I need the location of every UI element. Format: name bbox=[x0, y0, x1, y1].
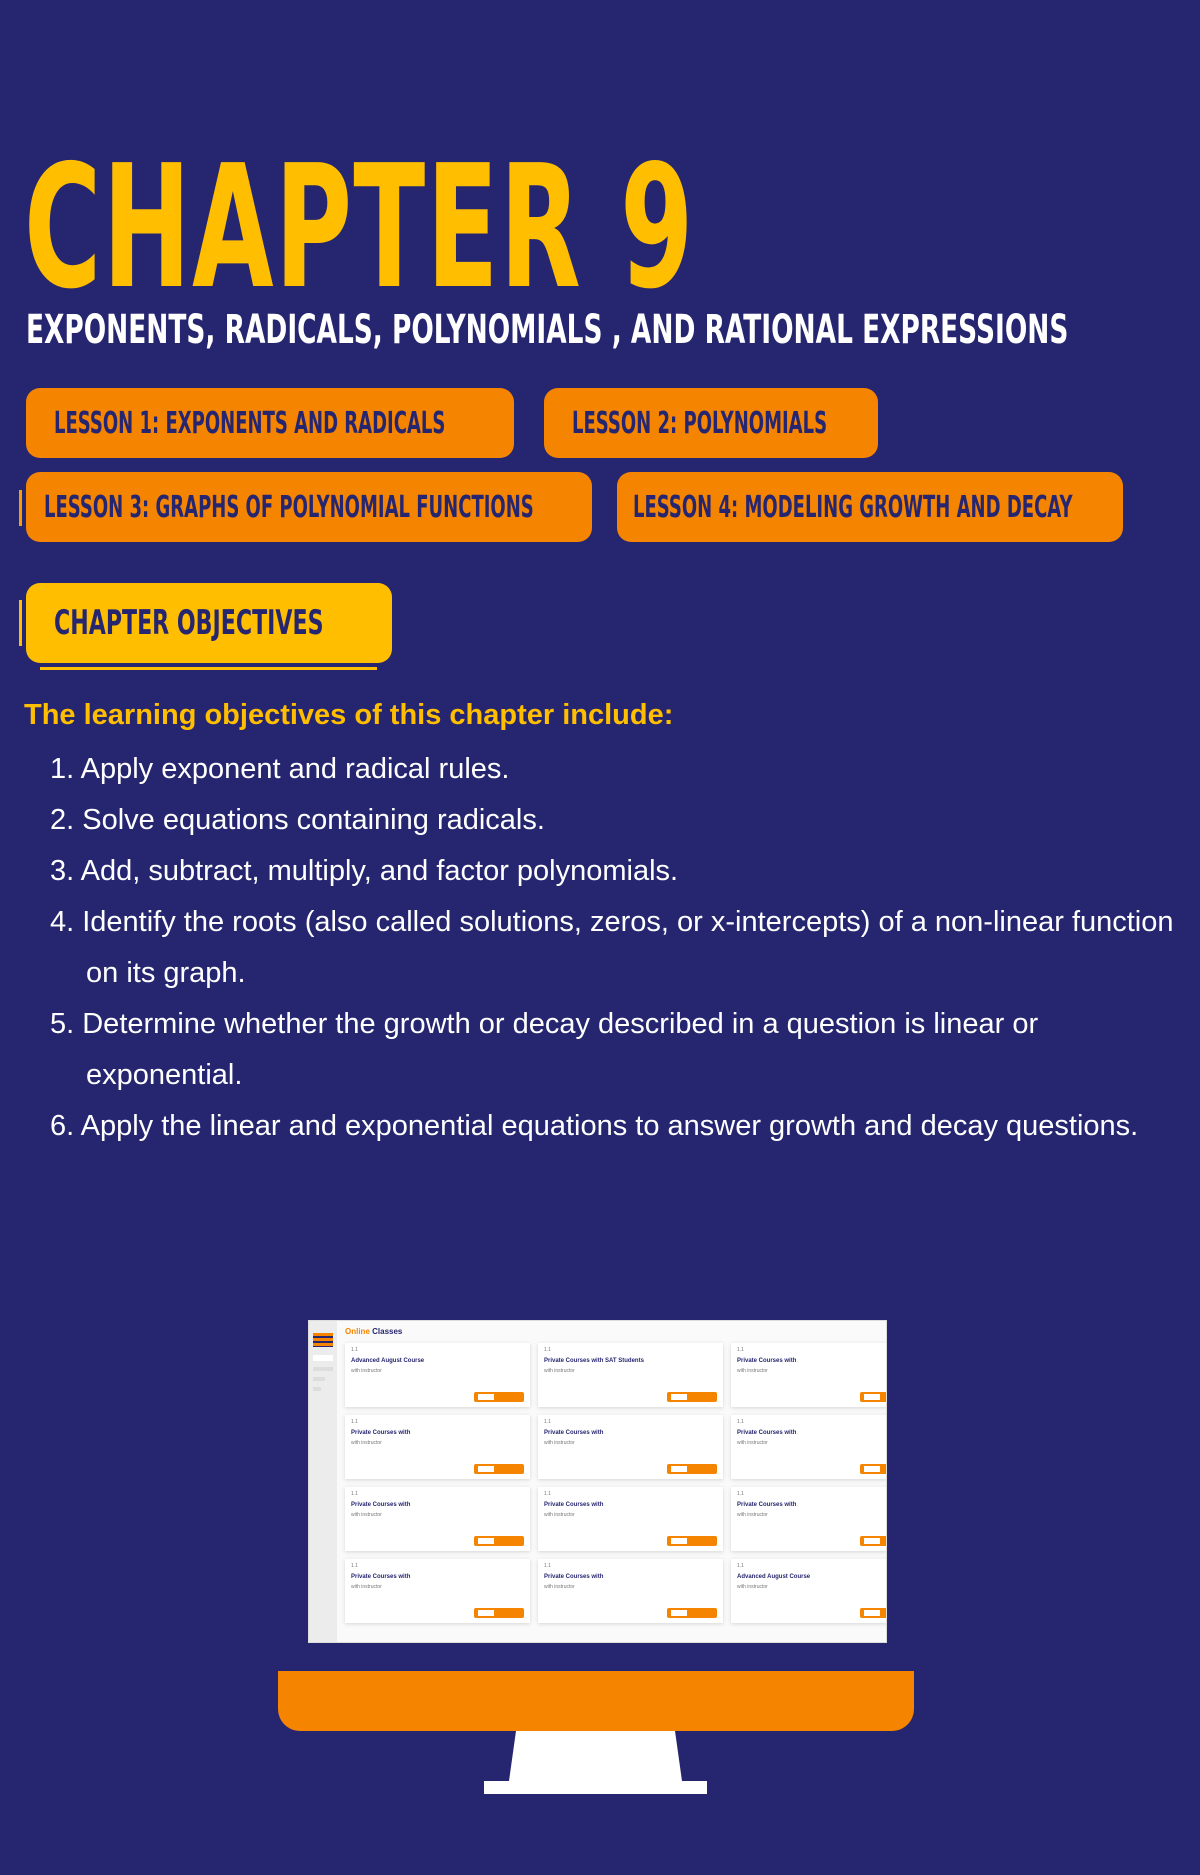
sidebar-item[interactable] bbox=[313, 1387, 321, 1391]
card-title: Private Courses with bbox=[544, 1430, 604, 1436]
card-number: 1.1 bbox=[737, 1347, 744, 1353]
class-card[interactable] bbox=[538, 1559, 723, 1623]
lesson-3-pill[interactable] bbox=[26, 472, 592, 542]
sidebar-item[interactable] bbox=[313, 1355, 333, 1361]
objectives-heading: CHAPTER OBJECTIVES bbox=[54, 603, 324, 643]
screen-main bbox=[337, 1321, 887, 1642]
card-button[interactable] bbox=[474, 1464, 524, 1474]
objective-item: 4. Identify the roots (also called solutions, zeros, or x-intercepts) of a non-linear function on its graph. bbox=[50, 906, 1174, 989]
lesson-1-pill[interactable] bbox=[26, 388, 514, 458]
chapter-subtitle: EXPONENTS, RADICALS, POLYNOMIALS , AND RATIONAL EXPRESSIONS bbox=[26, 307, 1069, 353]
card-subtitle: with instructor bbox=[737, 1440, 768, 1446]
chapter-objectives-pill bbox=[26, 583, 392, 663]
lesson-label: LESSON 1: EXPONENTS AND RADICALS bbox=[54, 405, 446, 441]
card-number: 1.1 bbox=[351, 1563, 358, 1569]
objective-item: 2. Solve equations containing radicals. bbox=[50, 804, 545, 836]
card-number: 1.1 bbox=[351, 1347, 358, 1353]
screen-heading-accent: Online bbox=[345, 1327, 370, 1336]
card-number: 1.1 bbox=[351, 1491, 358, 1497]
lesson-2-pill[interactable] bbox=[544, 388, 878, 458]
card-button[interactable] bbox=[474, 1392, 524, 1402]
objectives-intro: The learning objectives of this chapter include: bbox=[24, 699, 674, 731]
card-title: Private Courses with bbox=[351, 1574, 411, 1580]
card-subtitle: with instructor bbox=[351, 1368, 382, 1374]
class-card[interactable] bbox=[538, 1343, 723, 1407]
card-subtitle: with instructor bbox=[351, 1512, 382, 1518]
sidebar-item[interactable] bbox=[313, 1367, 333, 1371]
card-number: 1.1 bbox=[351, 1419, 358, 1425]
objective-item: 1. Apply exponent and radical rules. bbox=[50, 753, 510, 785]
card-button[interactable] bbox=[667, 1392, 717, 1402]
logo-icon bbox=[313, 1333, 333, 1347]
lesson-label: LESSON 2: POLYNOMIALS bbox=[572, 405, 828, 441]
lesson-4-pill[interactable] bbox=[617, 472, 1123, 542]
card-subtitle: with instructor bbox=[351, 1584, 382, 1590]
class-grid bbox=[345, 1343, 887, 1623]
class-card[interactable] bbox=[731, 1559, 887, 1623]
card-button[interactable] bbox=[860, 1608, 887, 1618]
card-number: 1.1 bbox=[544, 1491, 551, 1497]
card-subtitle: with instructor bbox=[544, 1584, 575, 1590]
lesson-label: LESSON 4: MODELING GROWTH AND DECAY bbox=[633, 489, 1073, 525]
class-card[interactable] bbox=[345, 1343, 530, 1407]
monitor-stand bbox=[484, 1731, 707, 1796]
class-card[interactable] bbox=[345, 1559, 530, 1623]
card-subtitle: with instructor bbox=[544, 1368, 575, 1374]
screen-heading bbox=[345, 1327, 887, 1337]
class-card[interactable] bbox=[538, 1415, 723, 1479]
screen-heading-text: Classes bbox=[372, 1327, 403, 1336]
card-subtitle: with instructor bbox=[544, 1440, 575, 1446]
card-number: 1.1 bbox=[544, 1563, 551, 1569]
card-subtitle: with instructor bbox=[737, 1368, 768, 1374]
divider bbox=[19, 600, 22, 646]
monitor-base bbox=[278, 1671, 914, 1731]
class-card[interactable] bbox=[345, 1487, 530, 1551]
objective-item: 3. Add, subtract, multiply, and factor polynomials. bbox=[50, 855, 679, 887]
class-card[interactable] bbox=[731, 1487, 887, 1551]
divider bbox=[19, 490, 22, 526]
screen-sidebar bbox=[309, 1321, 337, 1642]
card-button[interactable] bbox=[667, 1536, 717, 1546]
card-number: 1.1 bbox=[737, 1419, 744, 1425]
card-title: Private Courses with bbox=[737, 1358, 797, 1364]
card-button[interactable] bbox=[474, 1608, 524, 1618]
card-title: Private Courses with bbox=[351, 1430, 411, 1436]
objective-item: 5. Determine whether the growth or decay described in a question is linear or exponential. bbox=[50, 1008, 1039, 1091]
card-button[interactable] bbox=[860, 1536, 887, 1546]
lesson-label: LESSON 3: GRAPHS OF POLYNOMIAL FUNCTIONS bbox=[44, 489, 534, 525]
objective-item: 6. Apply the linear and exponential equations to answer growth and decay questions. bbox=[50, 1110, 1139, 1142]
card-button[interactable] bbox=[667, 1608, 717, 1618]
card-title: Private Courses with bbox=[544, 1502, 604, 1508]
class-card[interactable] bbox=[731, 1343, 887, 1407]
card-title: Private Courses with bbox=[737, 1502, 797, 1508]
card-button[interactable] bbox=[860, 1464, 887, 1474]
card-subtitle: with instructor bbox=[544, 1512, 575, 1518]
card-button[interactable] bbox=[667, 1464, 717, 1474]
card-number: 1.1 bbox=[544, 1419, 551, 1425]
objectives-list bbox=[50, 744, 1180, 1152]
chapter-title: CHAPTER 9 bbox=[24, 129, 695, 327]
card-title: Private Courses with bbox=[737, 1430, 797, 1436]
class-card[interactable] bbox=[731, 1415, 887, 1479]
card-number: 1.1 bbox=[737, 1491, 744, 1497]
card-subtitle: with instructor bbox=[737, 1584, 768, 1590]
card-number: 1.1 bbox=[737, 1563, 744, 1569]
class-card[interactable] bbox=[538, 1487, 723, 1551]
underline bbox=[40, 667, 377, 670]
card-button[interactable] bbox=[474, 1536, 524, 1546]
card-title: Private Courses with bbox=[351, 1502, 411, 1508]
monitor-screen bbox=[308, 1320, 887, 1643]
class-card[interactable] bbox=[345, 1415, 530, 1479]
card-title: Private Courses with SAT Students bbox=[544, 1358, 644, 1364]
card-number: 1.1 bbox=[544, 1347, 551, 1353]
sidebar-item[interactable] bbox=[313, 1377, 325, 1381]
card-title: Advanced August Course bbox=[351, 1358, 425, 1364]
card-subtitle: with instructor bbox=[351, 1440, 382, 1446]
card-subtitle: with instructor bbox=[737, 1512, 768, 1518]
card-button[interactable] bbox=[860, 1392, 887, 1402]
card-title: Advanced August Course bbox=[737, 1574, 811, 1580]
card-title: Private Courses with bbox=[544, 1574, 604, 1580]
